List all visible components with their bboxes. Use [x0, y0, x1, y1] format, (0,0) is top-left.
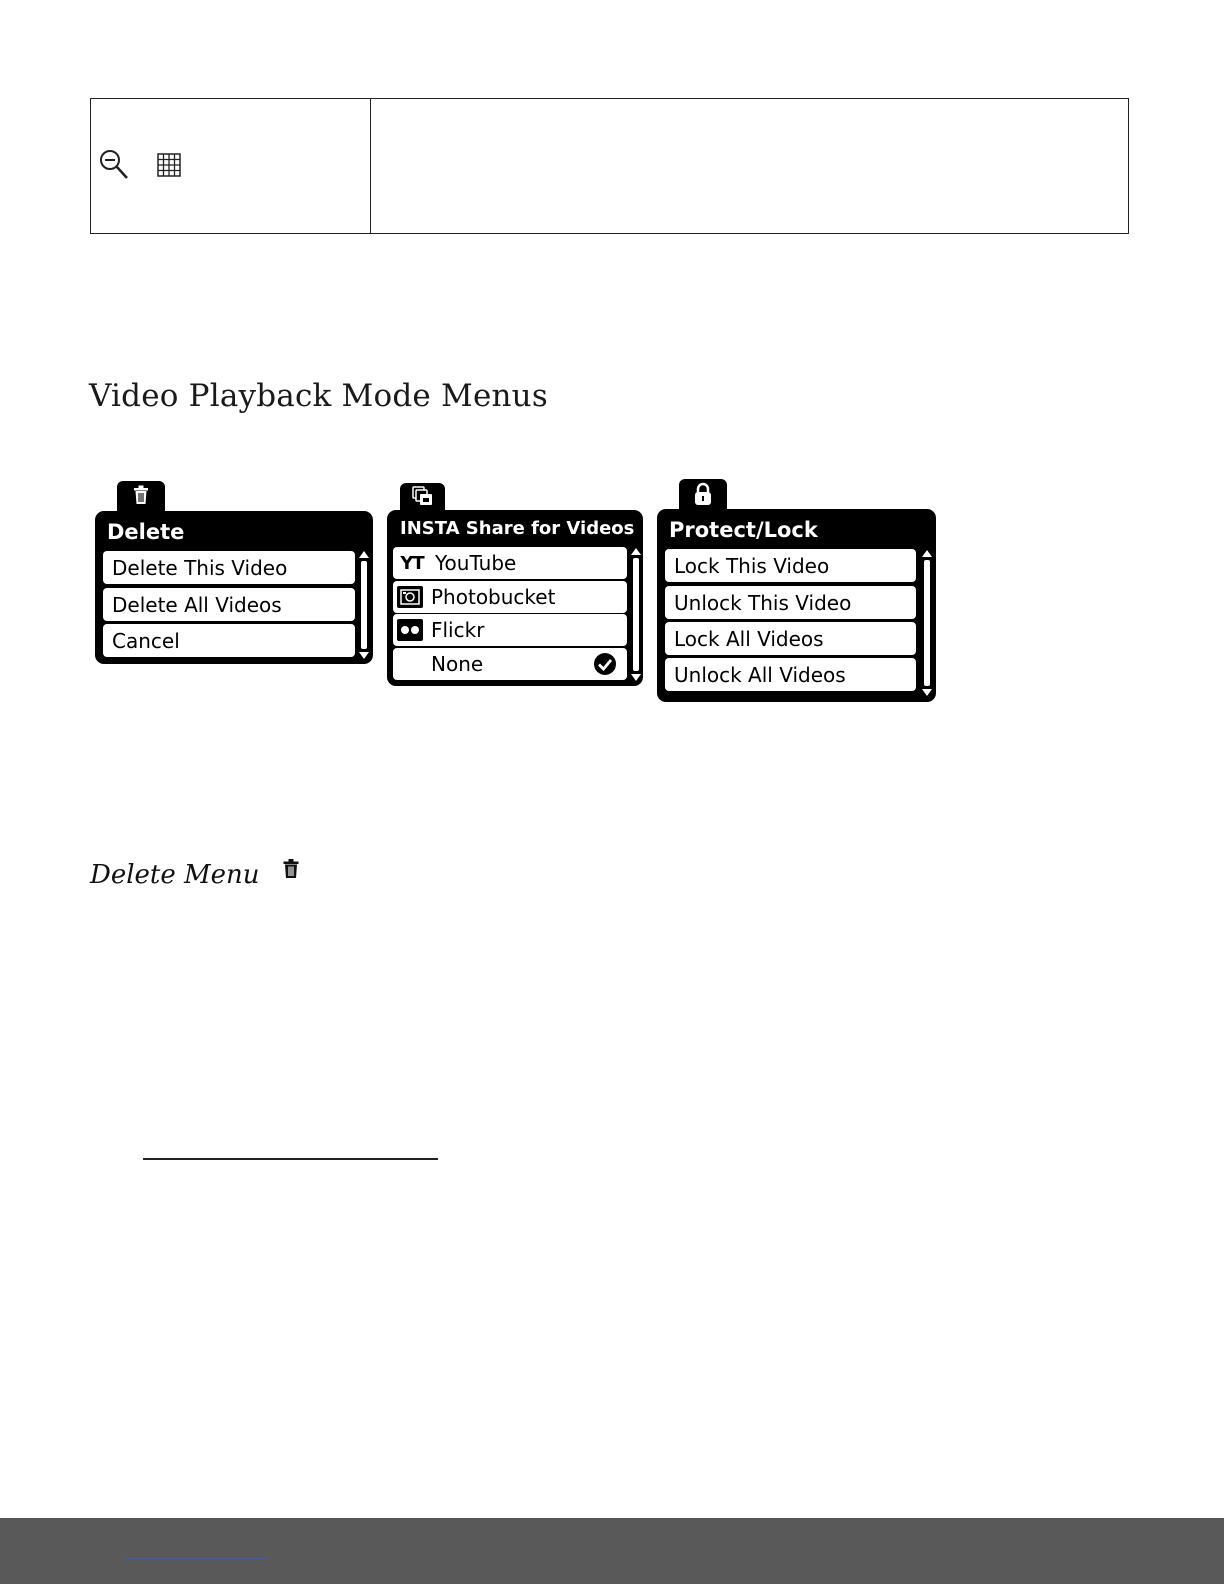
share-scrollbar[interactable]: [631, 548, 641, 681]
trash-icon: [282, 856, 300, 886]
share-icon: [412, 486, 434, 510]
menu-item-youtube[interactable]: [393, 547, 627, 579]
delete-menu-header: Delete: [107, 520, 185, 544]
menu-item-label: Photobucket: [431, 585, 556, 609]
footer-link[interactable]: [126, 1558, 266, 1559]
menu-item-label: Flickr: [431, 618, 485, 642]
menu-item-delete-all-videos[interactable]: Delete All Videos: [103, 588, 355, 621]
protect-scrollbar[interactable]: [922, 550, 932, 696]
menu-item-none[interactable]: [393, 648, 627, 680]
grid-icon: [157, 153, 181, 181]
menu-item-delete-this-video[interactable]: Delete This Video: [103, 551, 355, 584]
share-menu-header: INSTA Share for Videos: [400, 518, 635, 539]
menu-item-unlock-all-videos[interactable]: Unlock All Videos: [665, 658, 916, 691]
zoom-out-icon: [99, 149, 129, 185]
lock-icon: [693, 482, 713, 510]
icon-cell: [99, 149, 181, 185]
table-divider: [370, 99, 371, 233]
trash-icon: [132, 485, 150, 509]
protect-tab[interactable]: [679, 479, 727, 512]
protect-menu-header: Protect/Lock: [669, 518, 818, 542]
feature-table: [90, 98, 1129, 234]
menu-item-unlock-this-video[interactable]: Unlock This Video: [665, 586, 916, 619]
delete-scrollbar[interactable]: [359, 551, 369, 659]
delete-menu-subtitle: [90, 856, 300, 890]
section-title: Video Playback Mode Menus: [89, 378, 548, 414]
share-menu: [387, 510, 643, 686]
protect-menu: [657, 509, 936, 702]
menu-item-photobucket[interactable]: [393, 581, 627, 613]
menu-item-lock-all-videos[interactable]: Lock All Videos: [665, 622, 916, 655]
delete-menu: [95, 511, 373, 664]
menu-item-flickr[interactable]: [393, 614, 627, 646]
menu-item-label: None: [431, 652, 484, 676]
menu-item-cancel[interactable]: Cancel: [103, 624, 355, 657]
youtube-icon: YT: [400, 552, 424, 574]
page-footer: [0, 1518, 1224, 1584]
photobucket-icon: [397, 586, 423, 608]
footnote-rule: [143, 1158, 438, 1160]
flickr-icon: [397, 619, 423, 641]
checkmark-icon: [593, 652, 617, 681]
menu-item-label: YouTube: [435, 551, 517, 575]
subtitle-text: Delete Menu: [90, 860, 260, 890]
delete-tab[interactable]: [117, 481, 165, 513]
menu-item-lock-this-video[interactable]: Lock This Video: [665, 549, 916, 582]
share-tab[interactable]: [400, 483, 445, 513]
